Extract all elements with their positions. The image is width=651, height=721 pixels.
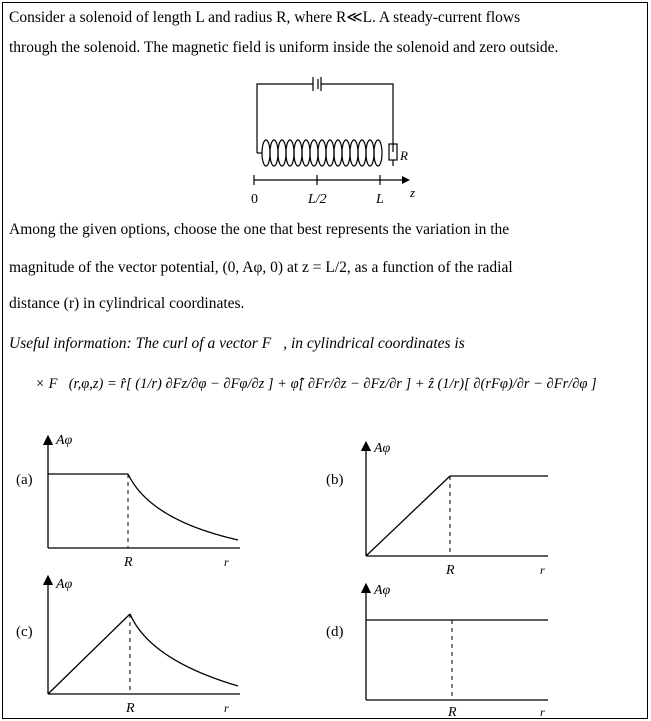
option-b-graph: [326, 441, 548, 578]
option-a-yaxis: Aφ: [56, 433, 73, 448]
axis-end-label: L: [376, 192, 384, 207]
option-b-label: (b): [326, 472, 344, 488]
option-b-yaxis: Aφ: [374, 441, 391, 456]
axis-origin-label: 0: [251, 192, 258, 207]
axis-z-label: z: [410, 185, 416, 200]
option-c-label: (c): [16, 624, 33, 640]
option-a-label: (a): [16, 472, 33, 488]
option-b-xmark: R: [446, 563, 455, 578]
option-c-xaxis: r: [224, 701, 229, 715]
option-c-yaxis: Aφ: [56, 577, 73, 592]
option-a-xmark: R: [124, 555, 133, 570]
option-b-xaxis: r: [540, 563, 545, 577]
option-a-xaxis: r: [224, 555, 229, 569]
option-d-xaxis: r: [540, 705, 545, 719]
intro-line-2: through the solenoid. The magnetic field is uniform inside the solenoid and zero outside.: [9, 39, 559, 56]
option-d-label: (d): [326, 624, 344, 640]
option-d-graph: [326, 583, 548, 720]
option-d-xmark: R: [448, 705, 457, 720]
prompt-line-1: Among the given options, choose the one that best represents the variation in the: [9, 221, 510, 238]
axis-half-label: L/2: [308, 192, 327, 207]
curl-formula: ∇⃗ × F⃗(r,φ,z) = r̂[ (1/r) ∂Fz/∂φ − ∂Fφ/∂z ] + φ̂[ ∂Fr/∂z − ∂Fz/∂r ] + ẑ (1/r)[ ∂(rFφ)/∂r − ∂Fr/∂φ ]: [9, 376, 597, 392]
prompt-line-3: distance (r) in cylindrical coordinates.: [9, 295, 245, 312]
intro-line-1: Consider a solenoid of length L and radius R, where R≪L. A steady-current flows: [9, 9, 521, 26]
resistor-label: R: [400, 148, 408, 163]
option-c-graph: [16, 577, 240, 716]
useful-info: Useful information: The curl of a vector F⃗, in cylindrical coordinates is: [9, 335, 465, 352]
option-c-xmark: R: [126, 701, 135, 716]
option-a-graph: [16, 433, 240, 570]
prompt-line-2: magnitude of the vector potential, (0, Aφ, 0) at z = L/2, as a function of the radial: [9, 259, 513, 276]
option-d-yaxis: Aφ: [374, 583, 391, 598]
